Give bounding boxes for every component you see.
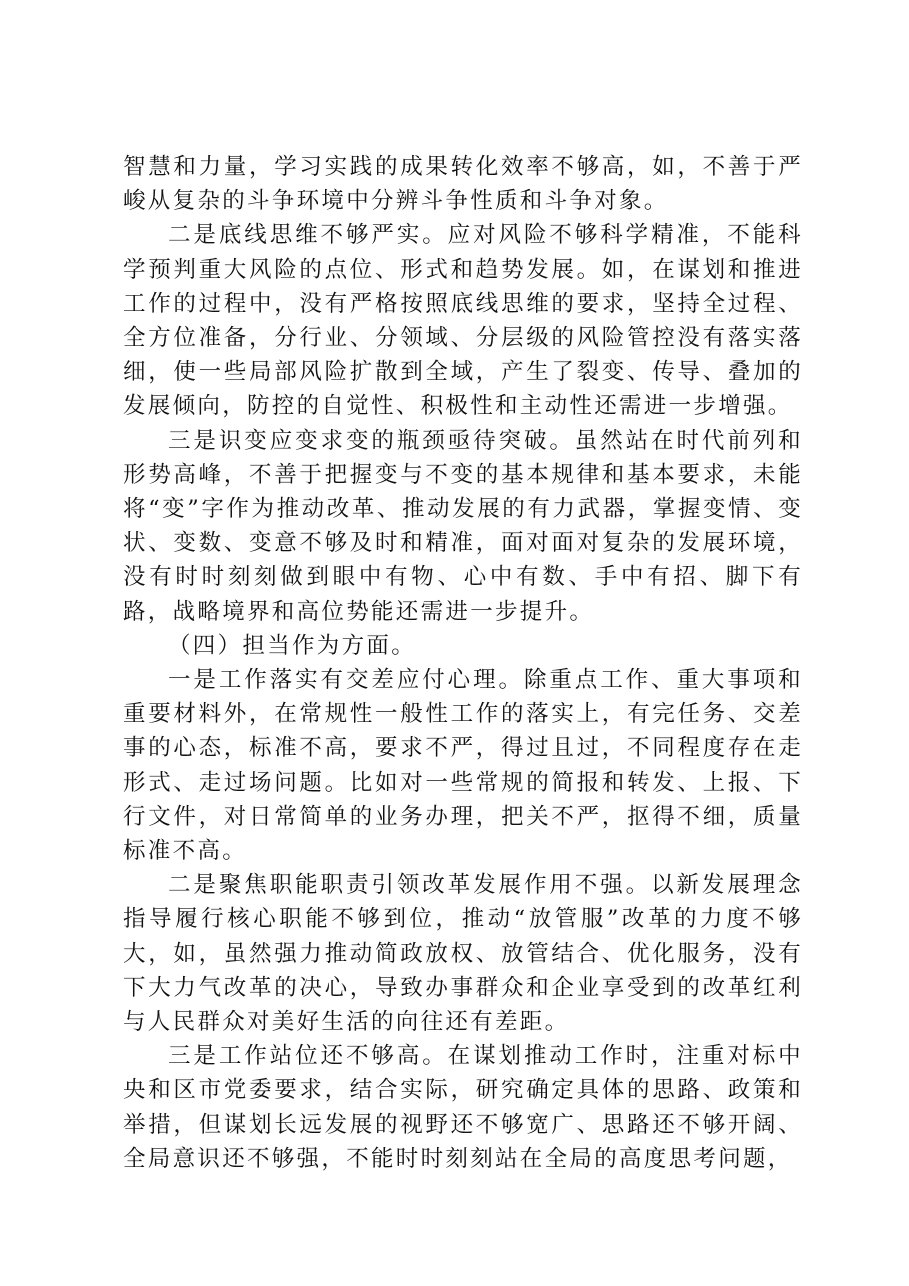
document-body (123, 150, 803, 1176)
paragraph-work-implementation: 一是工作落实有交差应付心理。除重点工作、重大事项和重要材料外，在常规性一般性工作的落实上，有完任务、交差事的心态，标准不高，要求不严，得过且过，不同程度存在走形式、走过场问题。比如对一些常规的简报和转发、上报、下行文件，对日常简单的业务办理，把关不严，抠得不细，质量标准不高。 (123, 667, 803, 865)
paragraph-work-perspective: 三是工作站位还不够高。在谋划推动工作时，注重对标中央和区市党委要求，结合实际，研究确定具体的思路、政策和举措，但谋划长远发展的视野还不够宽广、思路还不够开阔、全局意识还不够强，不能时时刻刻站在全局的高度思考问题， (123, 1043, 803, 1172)
paragraph-reform-role: 二是聚焦职能职责引领改革发展作用不强。以新发展理念指导履行核心职能不够到位，推动“放管服”改革的力度不够大，如，虽然强力推动简政放权、放管结合、优化服务，没有下大力气改革的决心，导致办事群众和企业享受到的改革红利与人民群众对美好生活的向往还有差距。 (123, 872, 803, 1036)
paragraph-continuation: 智慧和力量，学习实践的成果转化效率不够高，如，不善于严峻从复杂的斗争环境中分辨斗争性质和斗争对象。 (123, 154, 803, 215)
section-heading-responsibility: （四）担当作为方面。 (168, 632, 417, 659)
paragraph-adapting-to-change: 三是识变应变求变的瓶颈亟待突破。虽然站在时代前列和形势高峰，不善于把握变与不变的基本规律和基本要求，未能将“变”字作为推动改革、推动发展的有力武器，掌握变情、变状、变数、变意不够及时和精准，面对面对复杂的发展环境，没有时时刻刻做到眼中有物、心中有数、手中有招、脚下有路，战略境界和高位势能还需进一步提升。 (123, 427, 803, 625)
paragraph-bottom-line-thinking: 二是底线思维不够严实。应对风险不够科学精准，不能科学预判重大风险的点位、形式和趋势发展。如，在谋划和推进工作的过程中，没有严格按照底线思维的要求，坚持全过程、全方位准备，分行业、分领域、分层级的风险管控没有落实落细，使一些局部风险扩散到全域，产生了裂变、传导、叠加的发展倾向，防控的自觉性、积极性和主动性还需进一步增强。 (123, 222, 803, 420)
